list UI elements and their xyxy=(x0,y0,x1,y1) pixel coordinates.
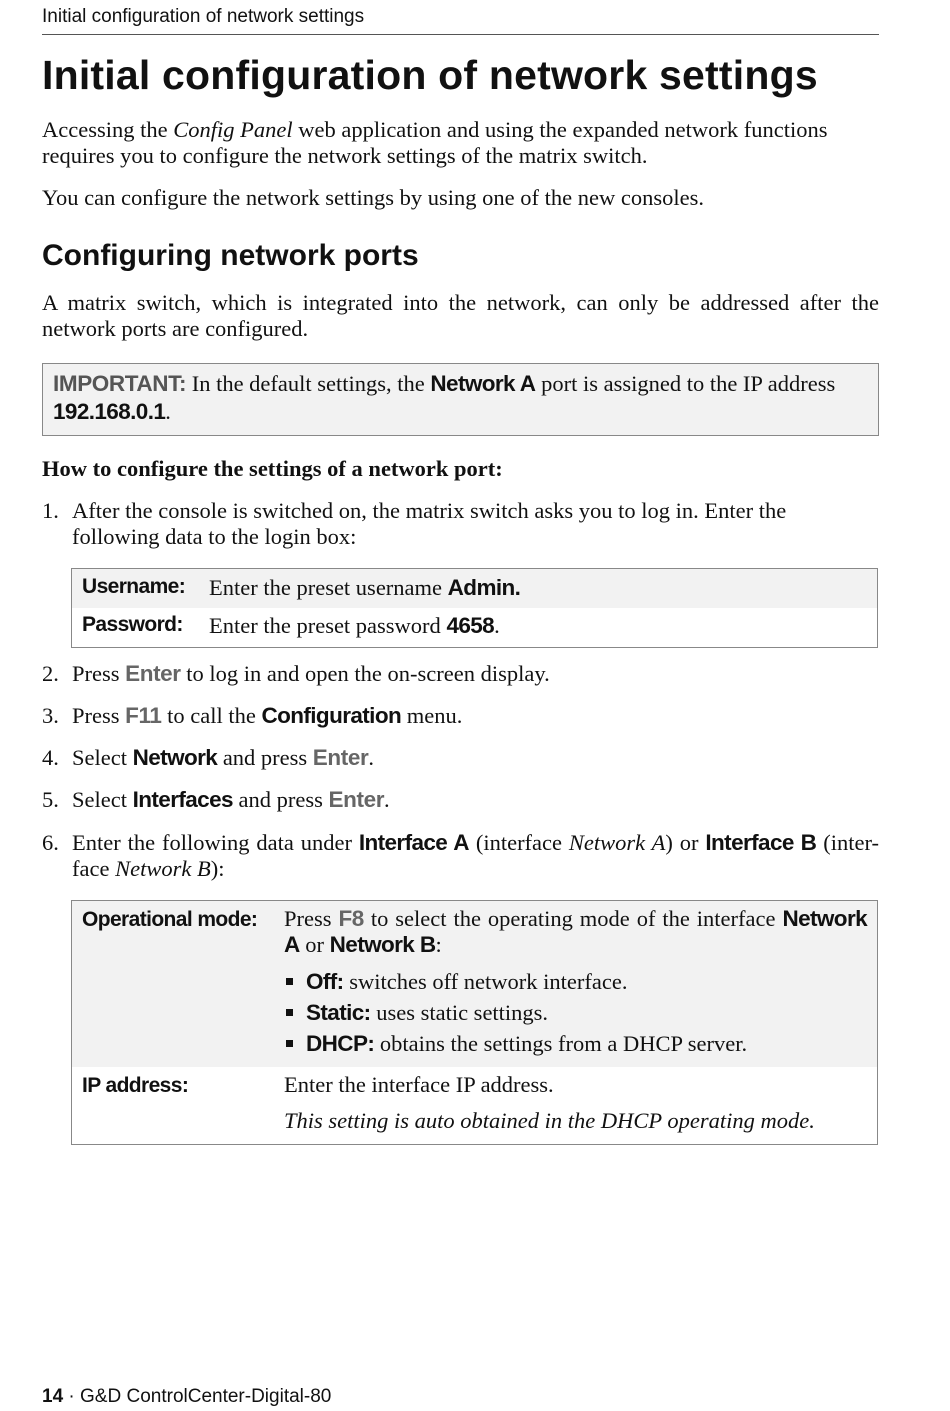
running-header: Initial configuration of network settings xyxy=(42,6,365,27)
intro-paragraph-2: You can configure the network settings by using one of the new consoles. xyxy=(42,185,704,210)
important-note: IMPORTANT: In the default settings, the Network A port is assigned to the IP address 192.168.0.1. xyxy=(42,363,879,436)
page-title: Initial configuration of network settings xyxy=(42,52,818,98)
login-row-username: Username: Enter the preset username Admin. xyxy=(72,569,878,608)
mode-option-off: Off: switches off network interface. xyxy=(284,966,867,997)
dhcp-note: This setting is auto obtained in the DHCP operating mode. xyxy=(284,1108,815,1133)
important-label: IMPORTANT: xyxy=(53,371,187,396)
row-ip-address: IP address: Enter the interface IP address. This setting is auto obtained in the DHCP operating mode. xyxy=(72,1067,878,1145)
howto-heading: How to configure the settings of a network port: xyxy=(42,456,503,481)
section-heading: Configuring network ports xyxy=(42,239,419,272)
product-name: G&D ControlCenter-Digital-80 xyxy=(80,1386,332,1407)
header-rule xyxy=(42,34,879,35)
login-row-password: Password: Enter the preset password 4658. xyxy=(82,612,500,638)
config-panel-name: Config Panel xyxy=(173,117,293,142)
preset-password: 4658 xyxy=(446,612,495,638)
intro-paragraph-1: Accessing the Config Panel web application and using the expanded network functions requires you to configure the network settings of the matrix switch. xyxy=(42,117,828,168)
default-ip: 192.168.0.1 xyxy=(53,399,166,424)
login-table xyxy=(71,568,878,648)
page-number: 14 xyxy=(42,1386,64,1407)
preset-username: Admin. xyxy=(447,575,521,600)
interface-settings-table xyxy=(71,900,878,1145)
section-paragraph: A matrix switch, which is integrated into the network, can only be addressed after the network ports are configured. xyxy=(42,290,879,341)
mode-option-dhcp: DHCP: obtains the settings from a DHCP server. xyxy=(284,1028,867,1059)
f8-key: F8 xyxy=(338,906,364,931)
row-operational-mode: Operational mode: Press F8 to select the operating mode of the interface Network A or Network B: Off: switches off network interface. Static: uses static settings. DHCP: obtains the settings from a DHCP server. xyxy=(72,901,878,1068)
mode-options-list xyxy=(284,966,867,1059)
page-footer: 14 · G&D ControlCenter-Digital-80 xyxy=(42,1386,332,1407)
mode-option-static: Static: uses static settings. xyxy=(284,997,867,1028)
